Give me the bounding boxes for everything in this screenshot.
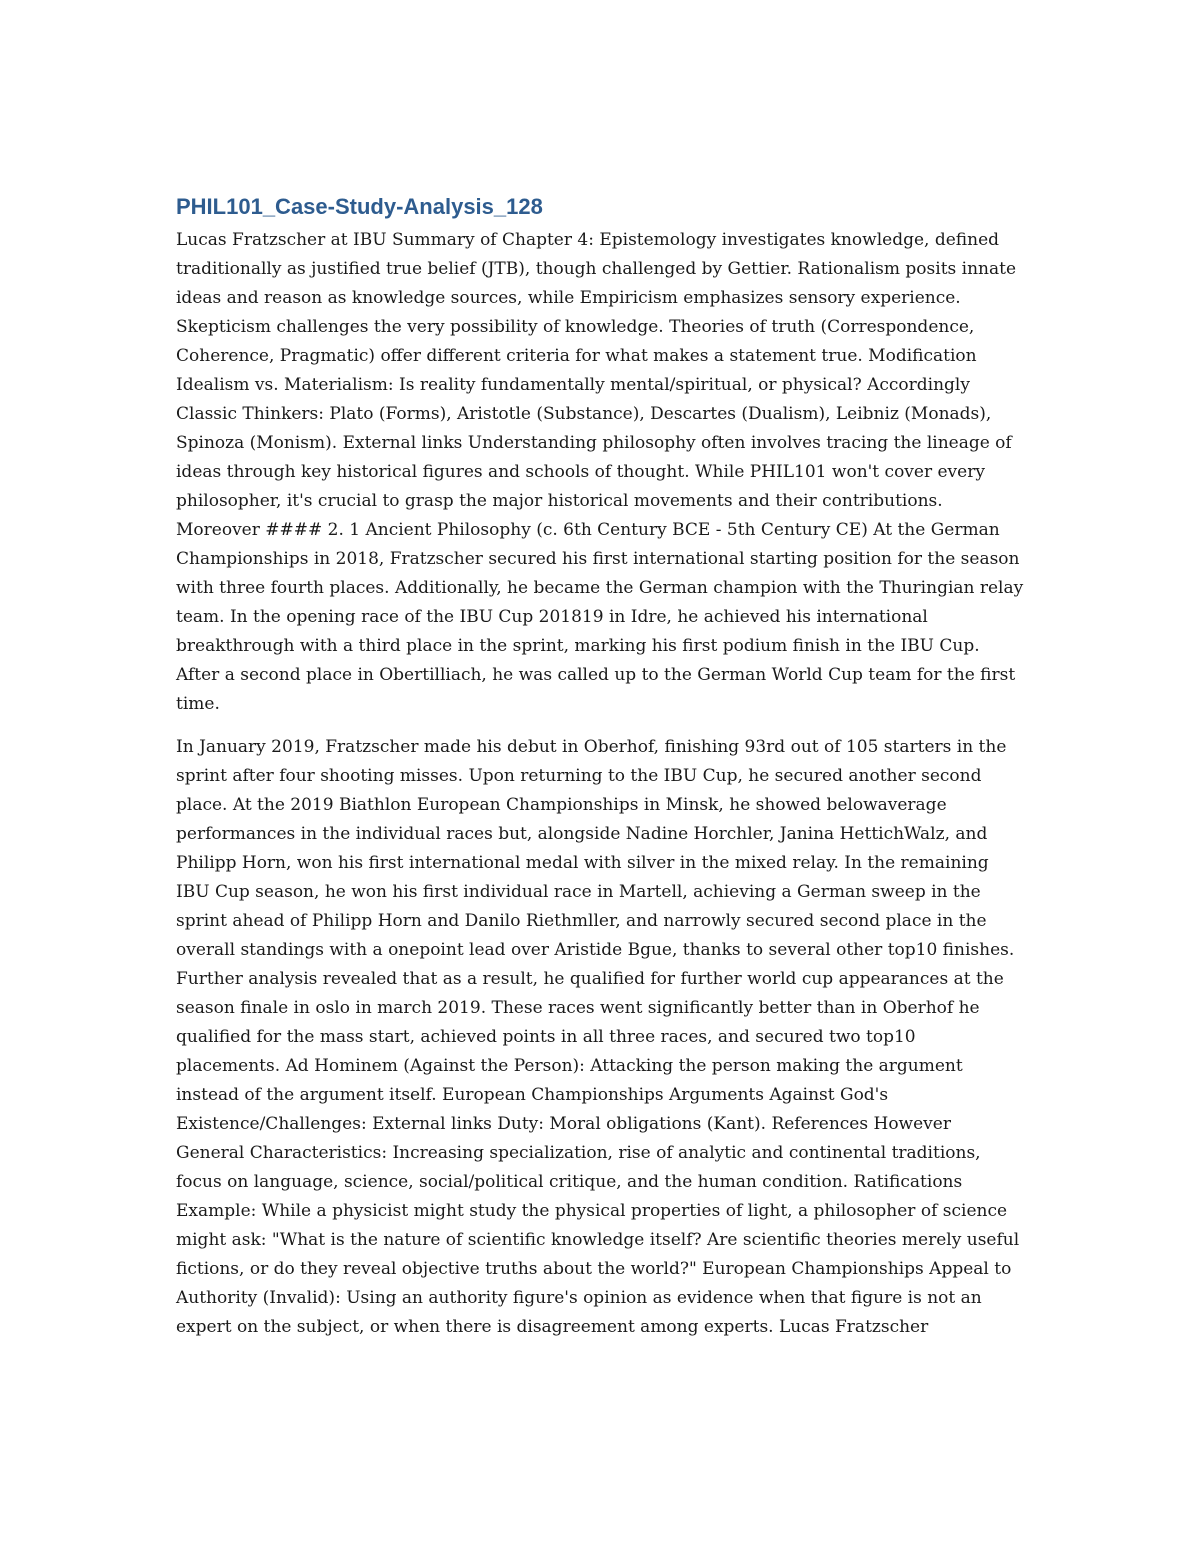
document-body (176, 226, 1024, 1342)
body-paragraph-2: In January 2019, Fratzscher made his debut in Oberhof, finishing 93rd out of 105 starters in the sprint after four shooting misses. Upon returning to the IBU Cup, he secured another second place. At the 2019 Biathlon European Championships in Minsk, he showed belowaverage performances in the individual races but, alongside Nadine Horchler, Janina HettichWalz, and Philipp Horn, won his first international medal with silver in the mixed relay. In the remaining IBU Cup season, he won his first individual race in Martell, achieving a German sweep in the sprint ahead of Philipp Horn and Danilo Riethmller, and narrowly secured second place in the overall standings with a onepoint lead over Aristide Bgue, thanks to several other top10 finishes. Further analysis revealed that as a result, he qualified for further world cup appearances at the season finale in oslo in march 2019. These races went significantly better than in Oberhof he qualified for the mass start, achieved points in all three races, and secured two top10 placements. Ad Hominem (Against the Person): Attacking the person making the argument instead of the argument itself. European Championships Arguments Against God's Existence/Challenges: External links Duty: Moral obligations (Kant). References However General Characteristics: Increasing specialization, rise of analytic and continental traditions, focus on language, science, social/political critique, and the human condition. Ratifications Example: While a physicist might study the physical properties of light, a philosopher of science might ask: "What is the nature of scientific knowledge itself? Are scientific theories merely useful fictions, or do they reveal objective truths about the world?" European Championships Appeal to Authority (Invalid): Using an authority figure's opinion as evidence when that figure is not an expert on the subject, or when there is disagreement among experts. Lucas Fratzscher (176, 737, 1020, 1337)
body-paragraph-1: Lucas Fratzscher at IBU Summary of Chapter 4: Epistemology investigates knowledge, defined traditionally as justified true belief (JTB), though challenged by Gettier. Rationalism posits innate ideas and reason as knowledge sources, while Empiricism emphasizes sensory experience. Skepticism challenges the very possibility of knowledge. Theories of truth (Correspondence, Coherence, Pragmatic) offer different criteria for what makes a statement true. Modification Idealism vs. Materialism: Is reality fundamentally mental/spiritual, or physical? Accordingly Classic Thinkers: Plato (Forms), Aristotle (Substance), Descartes (Dualism), Leibniz (Monads), Spinoza (Monism). External links Understanding philosophy often involves tracing the lineage of ideas through key historical figures and schools of thought. While PHIL101 won't cover every philosopher, it's crucial to grasp the major historical movements and their contributions. Moreover #### 2. 1 Ancient Philosophy (c. 6th Century BCE - 5th Century CE) At the German Championships in 2018, Fratzscher secured his first international starting position for the season with three fourth places. Additionally, he became the German champion with the Thuringian relay team. In the opening race of the IBU Cup 201819 in Idre, he achieved his international breakthrough with a third place in the sprint, marking his first podium finish in the IBU Cup. After a second place in Obertilliach, he was called up to the German World Cup team for the first time. (176, 230, 1024, 714)
document-title: PHIL101_Case-Study-Analysis_128 (176, 194, 543, 219)
